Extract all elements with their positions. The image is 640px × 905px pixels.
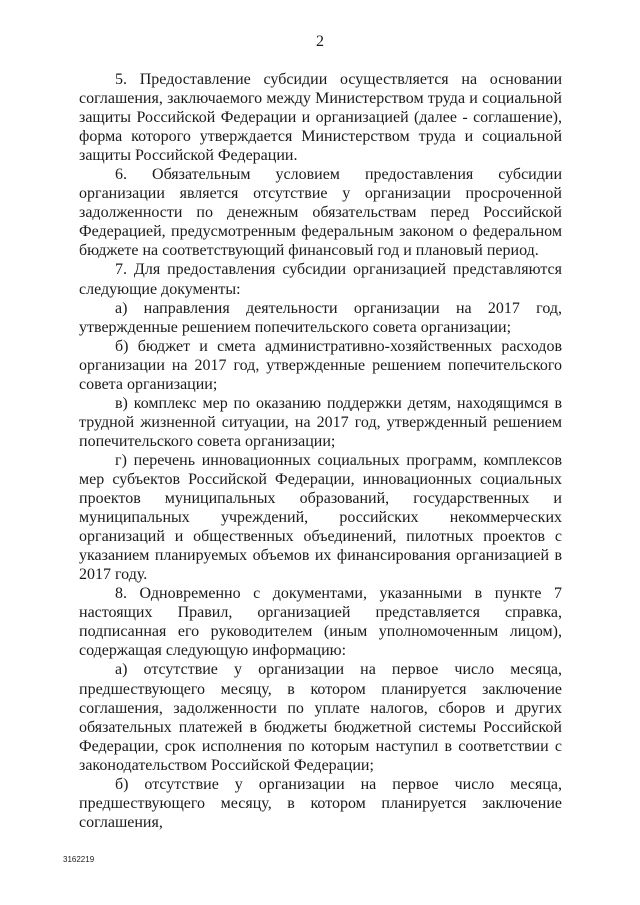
document-code: 3162219	[63, 855, 95, 864]
paragraph-6-no-debt-condition: 6. Обязательным условием предоставления субсидии организации является отсутствие у организации просроченной задолженности по денежным обязательствам перед Российской Федерацией, предусмотренным федеральным законом о федеральном бюджете на соответствующий финансовый год и плановый период.	[79, 166, 562, 260]
list-item-7a: а) направления деятельности организации на 2017 год, утвержденные решением попечительского совета организации;	[79, 299, 562, 336]
page-number: 2	[316, 33, 324, 50]
list-item-8b: б) отсутствие у организации на первое число месяца, предшествующего месяцу, в котором планируется заключение соглашения,	[79, 775, 562, 831]
paragraph-8-certificate: 8. Одновременно с документами, указанными в пункте 7 настоящих Правил, организацией представляется справка, подписанная его руководителем (иным уполномоченным лицом), содержащая следующую информацию:	[79, 585, 562, 660]
list-item-7g: г) перечень инновационных социальных программ, комплексов мер субъектов Российской Федерации, инновационных социальных проектов муниципальных образований, государственных и муниципальных учреждений, российских некоммерческих организаций и общественных объединений, пилотных проектов с указанием планируемых объемов их финансирования организацией в 2017 году.	[79, 451, 562, 584]
paragraph-5-subsidy-agreement: 5. Предоставление субсидии осуществляется на основании соглашения, заключаемого между Министерством труда и социальной защиты Российской Федерации и организацией (далее - соглашение), форма которого утверждается Министерством труда и социальной защиты Российской Федерации.	[79, 71, 562, 165]
list-item-8a: а) отсутствие у организации на первое число месяца, предшествующего месяцу, в котором планируется заключение соглашения, задолженности по уплате налогов, сборов и других обязательных платежей в бюджеты бюджетной системы Российской Федерации, срок исполнения по которым наступил в соответствии с законодательством Российской Федерации;	[79, 661, 562, 774]
list-item-7b: б) бюджет и смета административно-хозяйственных расходов организации на 2017 год, утвержденные решением попечительского совета организации;	[79, 337, 562, 393]
document-body	[79, 70, 562, 832]
list-item-7v: в) комплекс мер по оказанию поддержки детям, находящимся в трудной жизненной ситуации, на 2017 год, утвержденный решением попечительского совета организации;	[79, 394, 562, 450]
paragraph-7-required-documents: 7. Для предоставления субсидии организацией представляются следующие документы:	[79, 261, 562, 298]
